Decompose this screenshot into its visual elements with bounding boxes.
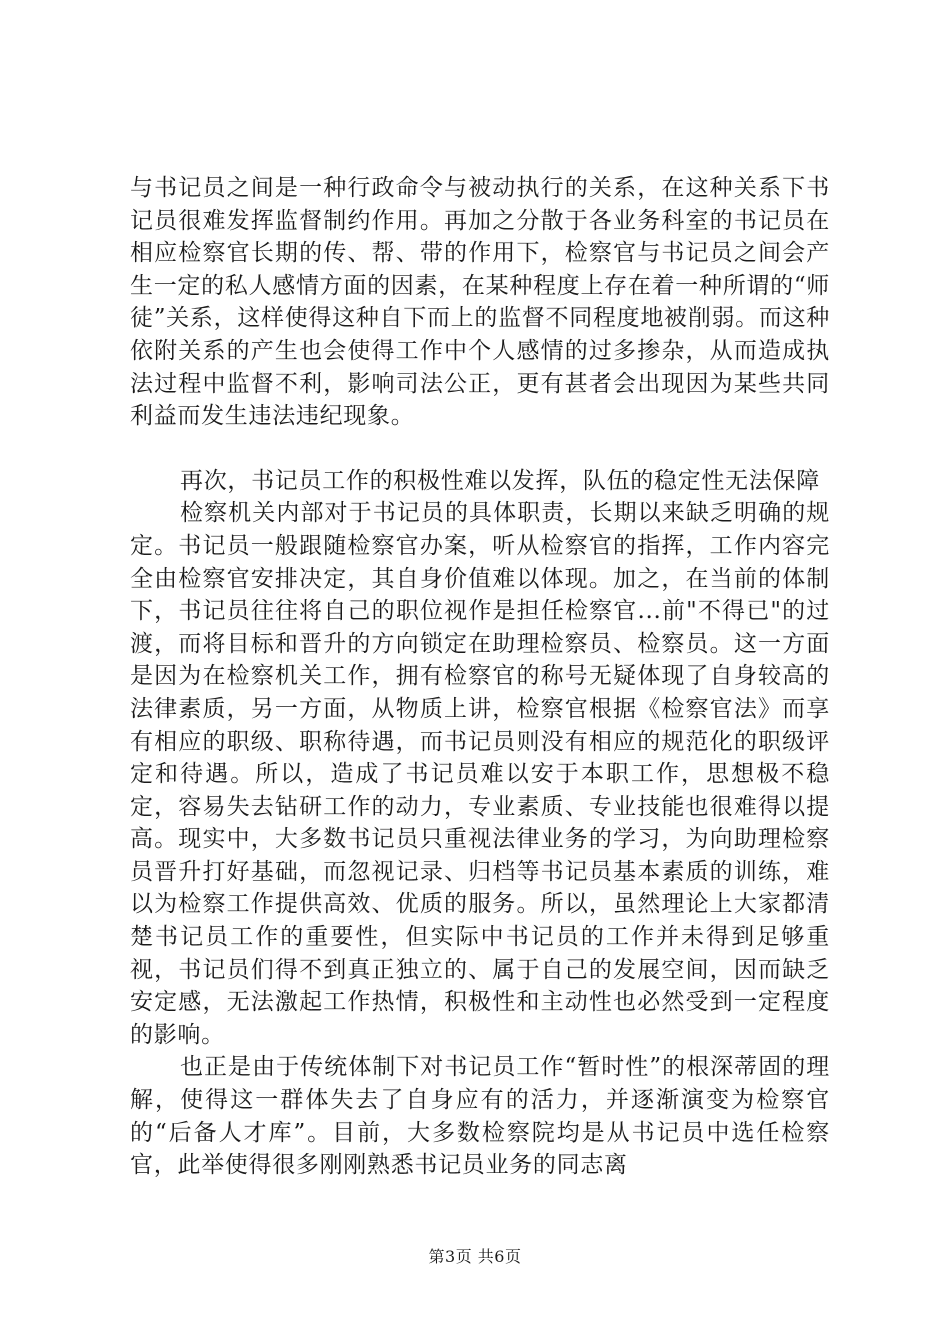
paragraph-3: 也正是由于传统体制下对书记员工作“暂时性”的根深蒂固的理解，使得这一群体失去了自身应有的活力，并逐渐演变为检察官的“后备人才库”。目前，大多数检察院均是从书记员中选任检察官，此举使得很多刚刚熟悉书记员业务的同志离 <box>130 1054 830 1179</box>
paragraph-1: 与书记员之间是一种行政命令与被动执行的关系，在这种关系下书记员很难发挥监督制约作用。再加之分散于各业务科室的书记员在相应检察官长期的传、帮、带的作用下，检察官与书记员之间会产生一定的私人感情方面的因素，在某种程度上存在着一种所谓的“师徒”关系，这样使得这种自下而上的监督不同程度地被削弱。而这种依附关系的产生也会使得工作中个人感情的过多掺杂，从而造成执法过程中监督不利，影响司法公正，更有甚者会出现因为某些共同利益而发生违法违纪现象。 <box>130 175 830 430</box>
paragraph-2: 检察机关内部对于书记员的具体职责，长期以来缺乏明确的规定。书记员一般跟随检察官办案，听从检察官的指挥，工作内容完全由检察官安排决定，其自身价值难以体现。加之，在当前的体制下，书记员往往将自己的职位视作是担任检察官...前"不得已"的过渡，而将目标和晋升的方向锁定在助理检察员、检察员。这一方面是因为在检察机关工作，拥有检察官的称号无疑体现了自身较高的法律素质，另一方面，从物质上讲，检察官根据《检察官法》而享有相应的职级、职称待遇，而书记员则没有相应的规范化的职级评定和待遇。所以，造成了书记员难以安于本职工作，思想极不稳定，容易失去钻研工作的动力，专业素质、专业技能也很难得以提高。现实中，大多数书记员只重视法律业务的学习，为向助理检察员晋升打好基础，而忽视记录、归档等书记员基本素质的训练，难以为检察工作提供高效、优质的服务。所以，虽然理论上大家都清楚书记员工作的重要性，但实际中书记员的工作并未得到足够重视，书记员们得不到真正独立的、属于自己的发展空间，因而缺乏安定感，无法激起工作热情，积极性和主动性也必然受到一定程度的影响。 <box>130 500 830 1048</box>
section-heading: 再次，书记员工作的积极性难以发挥，队伍的稳定性无法保障 <box>180 467 820 494</box>
document-body <box>130 172 830 1182</box>
page-footer: 第3页 共6页 <box>428 1247 522 1266</box>
